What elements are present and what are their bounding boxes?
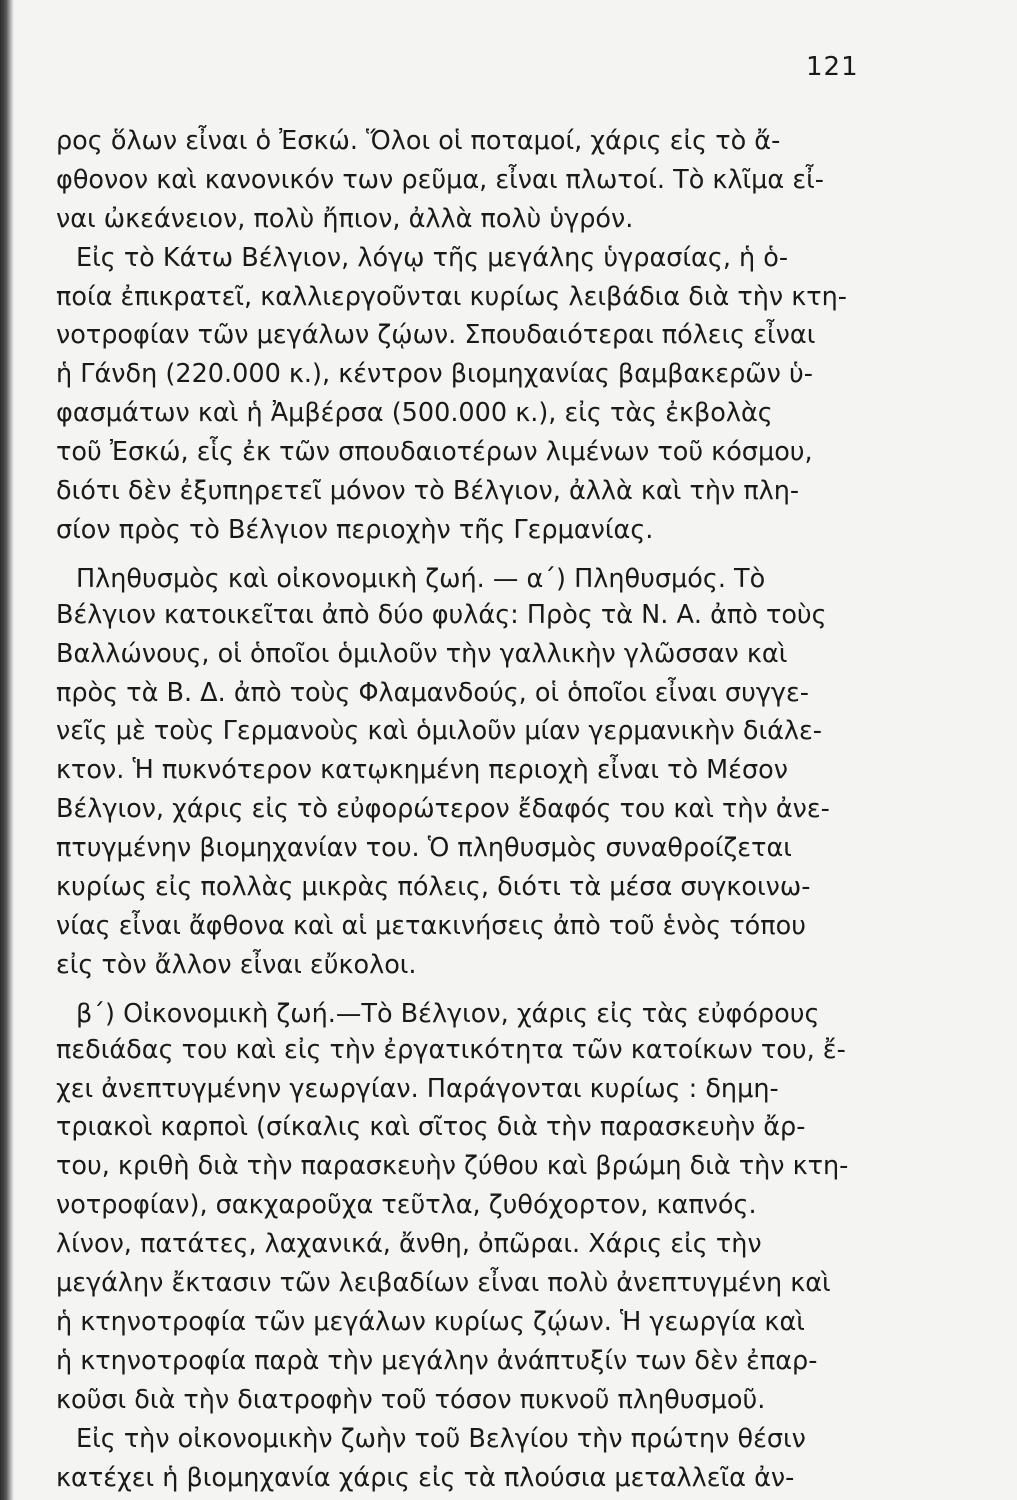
body-text: [56, 122, 898, 1497]
text-line: Βέλγιον κατοικεῖται ἀπὸ δύο φυλάς: Πρὸς τὰ Ν. Α. ἀπὸ τοὺς: [56, 599, 827, 630]
text-line: τριακοὶ καρποὶ (σίκαλις καὶ σῖτος διὰ τὴν παρασκευὴν ἄρ-: [56, 1112, 806, 1143]
text-line: πτυγμένην βιομηχανίαν του. Ὁ πληθυσμὸς συναθροίζεται: [56, 833, 792, 864]
text-line: Βέλγιον, χάρις εἰς τὸ εὐφορώτερον ἔδαφός του καὶ τὴν ἀνε-: [56, 794, 830, 825]
text-line: ἡ Γάνδη (220.000 κ.), κέντρον βιομηχανίας βαμβακερῶν ὑ-: [56, 359, 813, 390]
text-line: πρὸς τὰ Β. Δ. ἀπὸ τοὺς Φλαμανδούς, οἱ ὁποῖοι εἶναι συγγε-: [56, 677, 810, 708]
text-line: σίον πρὸς τὸ Βέλγιον περιοχὴν τῆς Γερμανίας.: [56, 514, 654, 545]
text-line: Εἰς τὸ Κάτω Βέλγιον, λόγῳ τῆς μεγάλης ὑγρασίας, ἡ ὁ-: [76, 242, 789, 273]
text-line: πεδιάδας του καὶ εἰς τὴν ἐργατικότητα τῶν κατοίκων του, ἔ-: [56, 1034, 846, 1065]
text-line: φασμάτων καὶ ἡ Ἀμβέρσα (500.000 κ.), εἰς τὰς ἐκβολὰς: [56, 398, 773, 429]
text-line: ναι ὠκεάνειον, πολὺ ἤπιον, ἀλλὰ πολὺ ὑγρόν.: [56, 203, 634, 234]
text-line: νοτροφίαν), σακχαροῦχα τεῦτλα, ζυθόχορτον, καπνός.: [56, 1190, 757, 1221]
section-heading-population: Πληθυσμὸς καὶ οἰκονομικὴ ζωή. — α΄) Πληθυσμός. Τὸ: [76, 563, 766, 594]
text-line: Βαλλώνους, οἱ ὁποῖοι ὁμιλοῦν τὴν γαλλικὴν γλῶσσαν καὶ: [56, 638, 788, 669]
text-line: νεῖς μὲ τοὺς Γερμανοὺς καὶ ὁμιλοῦν μίαν γερμανικὴν διάλε-: [56, 716, 822, 747]
text-line: εἰς τὸν ἄλλον εἶναι εὔκολοι.: [56, 949, 417, 980]
text-line: λίνον, πατάτες, λαχανικά, ἄνθη, ὀπῶραι. Χάρις εἰς τὴν: [56, 1229, 762, 1260]
text-line: διότι δὲν ἐξυπηρετεῖ μόνον τὸ Βέλγιον, ἀλλὰ καὶ τὴν πλη-: [56, 476, 800, 507]
page-number: 121: [806, 52, 859, 82]
text-line: κτον. Ἡ πυκνότερον κατῳκημένη περιοχὴ εἶναι τὸ Μέσον: [56, 755, 788, 786]
text-line: νοτροφίαν τῶν μεγάλων ζῴων. Σπουδαιότεραι πόλεις εἶναι: [56, 320, 816, 351]
text-line: ἡ κτηνοτροφία παρὰ τὴν μεγάλην ἀνάπτυξίν των δὲν ἐπαρ-: [56, 1345, 818, 1376]
text-line: χει ἀνεπτυγμένην γεωργίαν. Παράγονται κυρίως : δημη-: [56, 1073, 779, 1104]
text-line: του, κριθὴ διὰ τὴν παρασκευὴν ζύθου καὶ βρώμη διὰ τὴν κτη-: [56, 1151, 849, 1182]
text-line: ρος ὅλων εἶναι ὁ Ἐσκώ. Ὅλοι οἱ ποταμοί, χάρις εἰς τὸ ἄ-: [56, 126, 781, 156]
text-line: μεγάλην ἔκτασιν τῶν λειβαδίων εἶναι πολὺ ἀνεπτυγμένη καὶ: [56, 1268, 831, 1299]
section-heading-economy: β΄) Οἰκονομικὴ ζωή.—Τὸ Βέλγιον, χάρις εἰς τὰς εὐφόρους: [76, 998, 820, 1029]
text-line: Εἰς τὴν οἰκονομικὴν ζωὴν τοῦ Βελγίου τὴν πρώτην θέσιν: [76, 1423, 806, 1454]
text-line: τοῦ Ἐσκώ, εἷς ἐκ τῶν σπουδαιοτέρων λιμένων τοῦ κόσμου,: [56, 437, 813, 468]
text-line: κυρίως εἰς πολλὰς μικρὰς πόλεις, διότι τὰ μέσα συγκοινω-: [56, 872, 811, 903]
text-line: κοῦσι διὰ τὴν διατροφὴν τοῦ τόσον πυκνοῦ πληθυσμοῦ.: [56, 1384, 766, 1415]
text-line: ἡ κτηνοτροφία τῶν μεγάλων κυρίως ζῴων. Ἡ γεωργία καὶ: [56, 1306, 805, 1337]
text-line: ποία ἐπικρατεῖ, καλλιεργοῦνται κυρίως λειβάδια διὰ τὴν κτη-: [56, 281, 847, 312]
text-line: κατέχει ἡ βιομηχανία χάρις εἰς τὰ πλούσια μεταλλεῖα ἀν-: [56, 1462, 795, 1493]
page-binding-edge: [0, 0, 14, 1500]
text-line: φθονον καὶ κανονικόν των ρεῦμα, εἶναι πλωτοί. Τὸ κλῖμα εἶ-: [56, 164, 824, 195]
text-line: νίας εἶναι ἄφθονα καὶ αἱ μετακινήσεις ἀπὸ τοῦ ἑνὸς τόπου: [56, 910, 806, 941]
